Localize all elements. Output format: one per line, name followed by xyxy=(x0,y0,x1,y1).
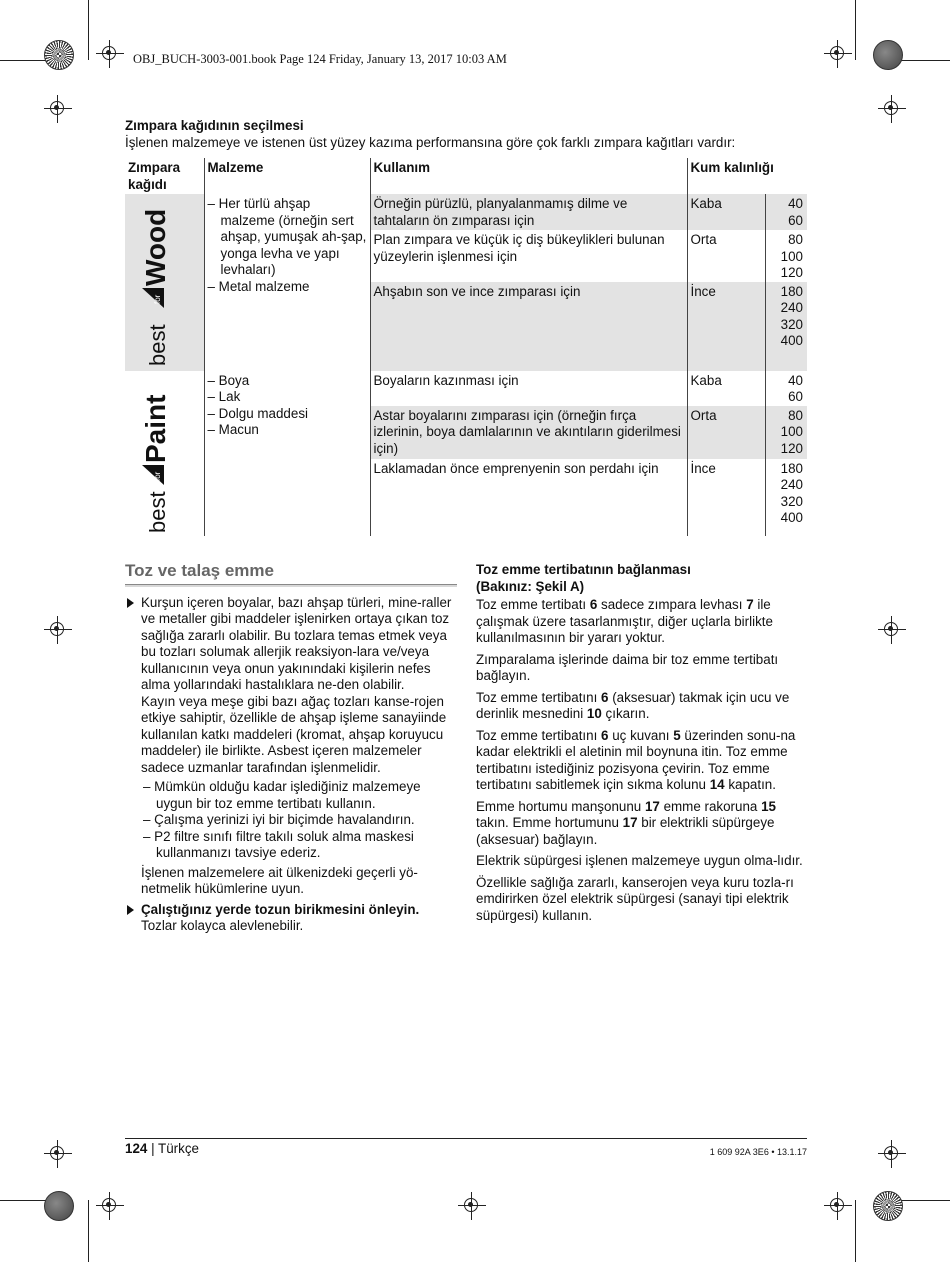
best-for-wood-logo xyxy=(125,194,204,371)
table-row: best for Paint – Boya – Lak – Dolgu maddesi – Macun Boyaların kazınması için Kaba 40 60 xyxy=(125,371,807,406)
dust-sub-list: – Mümkün olduğu kadar işlediğiniz malzemeye uygun bir toz emme tertibatı kullanın. – Çalışma yerinizi iyi bir biçimde havalandırın. – P2 filtre sınıfı filtre takılı soluk alma maskesi kullanmanızı tavsiye ederiz. xyxy=(143,779,457,862)
table-row: best for Wood – Her türlü ahşap malzeme (örneğin sert ahşap, yumuşak ah-şap, yonga levha ve yapı levhaları) – Metal malzeme Örneğin pürüzlü, planyalanmamış dilme ve tahtaların ön zımparası için Kaba 40 60 xyxy=(125,194,807,230)
col-header-material: Malzeme xyxy=(204,158,370,194)
col-header-grit: Kum kalınlığı xyxy=(687,158,807,194)
registration-mark-icon xyxy=(830,1198,844,1212)
language-label: Türkçe xyxy=(158,1141,199,1156)
sanding-intro: İşlenen malzemeye ve istenen üst yüzey kazıma performansına göre çok farklı zımpara kağıtları vardır: xyxy=(125,135,736,150)
running-head: OBJ_BUCH-3003-001.book Page 124 Friday, January 13, 2017 10:03 AM xyxy=(133,52,507,66)
table-row: Plan zımpara ve küçük iç diş bükeylikleri bulunan yüzeylerin işlenmesi için Orta 80 100 120 xyxy=(125,230,807,282)
bullet-triangle-icon xyxy=(127,598,134,608)
col-header-usage: Kullanım xyxy=(370,158,687,194)
wood-materials-cell: – Her türlü ahşap malzeme (örneğin sert ahşap, yumuşak ah-şap, yonga levha ve yapı levhaları) – Metal malzeme xyxy=(204,194,370,371)
gray-target-icon xyxy=(44,1191,74,1221)
table-row: Ahşabın son ve ince zımparası için İnce 180 240 320 400 xyxy=(125,282,807,371)
logo-for-text: for xyxy=(153,294,162,304)
table-row: Laklamadan önce emprenyenin son perdahı için İnce 180 240 320 400 xyxy=(125,459,807,536)
connect-section xyxy=(476,562,808,929)
registration-mark-icon xyxy=(50,1146,64,1160)
sanding-paper-table xyxy=(125,158,807,536)
registration-mark-icon xyxy=(884,622,898,636)
connect-paragraph: Emme hortumu manşonunu 17 emme rakoruna 15 takın. Emme hortumunu 17 bir elektrikli süpürgeye (aksesuar) bağlayın. xyxy=(476,798,776,847)
footer-rule xyxy=(125,1138,807,1139)
bullet-triangle-icon xyxy=(127,905,134,915)
connect-paragraph: Toz emme tertibatını 6 uç kuvanı 5 üzerinden sonu-na kadar elektrikli el aletinin mil boynuna itin. Toz emme tertibatını istediğiniz pozisyona çevirin. Toz emme tertibatını sabitlemek için sıkma kolunu 14 kapatın. xyxy=(476,727,796,792)
logo-best-text: best xyxy=(145,324,170,366)
dust-section xyxy=(125,563,457,935)
logo-for-text: for xyxy=(153,471,162,481)
warning-bullet: Çalıştığınız yerde tozun birikmesini önleyin. Tozlar kolayca alevlenebilir. xyxy=(125,902,457,935)
connect-paragraph: Zımparalama işlerinde daima bir toz emme tertibatı bağlayın. xyxy=(476,651,779,683)
page-number: 124 xyxy=(125,1141,148,1156)
dust-section-title: Toz ve talaş emme xyxy=(125,563,457,585)
footer-code: 1 609 92A 3E6 • 13.1.17 xyxy=(709,1147,807,1157)
star-target-icon xyxy=(873,1191,903,1221)
title-underline xyxy=(125,585,457,587)
sanding-title: Zımpara kağıdının seçilmesi xyxy=(125,118,304,133)
warning-bullet: Kurşun içeren boyalar, bazı ahşap türleri, mine-raller ve metaller gibi maddeler işlenirken ortaya çıkan toz sağlığa zararlı olabilir. Bu tozlara temas etmek veya bu tozları solumak allerjik reaksiyon-lara ve/veya kullanıcının veya onun yakınındaki kişilerin nefes alma yollarındaki hastalıklara ne-den olabilir. Kayın veya meşe gibi bazı ağaç tozları kanse-rojen etkiye sahiptir, özellikle de ahşap işleme sanayiinde kullanılan katkı maddeleri (kromat, ahşap koruyucu maddeler) ile birlikte. Asbest içeren malzemeler sadece uzmanlar tarafından işlenmelidir. – Mümkün olduğu kadar işlediğiniz malzemeye uygun bir toz emme tertibatı kullanın. – Çalışma yerinizi iyi bir biçimde havalandırın. – P2 filtre sınıfı filtre takılı soluk alma maskesi kullanmanızı tavsiye ederiz. İşlenen malzemelere ait ülkenizdeki geçerli yö-netmelik hükümlerine uyun. xyxy=(125,595,457,898)
logo-word-text: Paint xyxy=(140,394,171,463)
registration-mark-icon xyxy=(50,101,64,115)
footer-left: 124 | Türkçe xyxy=(125,1141,199,1156)
connect-paragraph: Toz emme tertibatını 6 (aksesuar) takmak için ucu ve derinlik mesnedini 10 çıkarın. xyxy=(476,689,790,721)
col-header-paper: Zımpara kağıdı xyxy=(128,160,181,192)
registration-mark-icon xyxy=(102,1198,116,1212)
connect-title: Toz emme tertibatının bağlanması (Bakınız: Şekil A) xyxy=(476,562,691,594)
table-row: Astar boyalarını zımparası için (örneğin fırça izlerinin, boya damlalarının ve akıntıların giderilmesi için) Orta 80 100 120 xyxy=(125,406,807,459)
registration-mark-icon xyxy=(50,622,64,636)
registration-mark-icon xyxy=(464,1198,478,1212)
logo-word-text: Wood xyxy=(140,208,171,286)
star-target-icon xyxy=(44,40,74,70)
logo-best-text: best xyxy=(145,490,170,533)
connect-paragraph: Elektrik süpürgesi işlenen malzemeye uygun olma-lıdır. xyxy=(476,853,803,868)
registration-mark-icon xyxy=(102,46,116,60)
paint-materials-cell: – Boya – Lak – Dolgu maddesi – Macun xyxy=(204,371,370,536)
registration-mark-icon xyxy=(884,1146,898,1160)
registration-mark-icon xyxy=(830,46,844,60)
connect-paragraph: Toz emme tertibatı 6 sadece zımpara levhası 7 ile çalışmak üzere tasarlanmıştır, diğer uçlarla birlikte kullanılmasının bir yararı yoktur. xyxy=(476,597,773,645)
registration-mark-icon xyxy=(884,101,898,115)
connect-paragraph: Özellikle sağlığa zararlı, kanserojen veya kuru tozla-rı emdirirken özel elektrik süpürgesi (sanayi tipi elektrik süpürgesi) kullanın. xyxy=(476,874,794,923)
best-for-paint-logo xyxy=(125,371,204,536)
gray-target-icon xyxy=(873,40,903,70)
